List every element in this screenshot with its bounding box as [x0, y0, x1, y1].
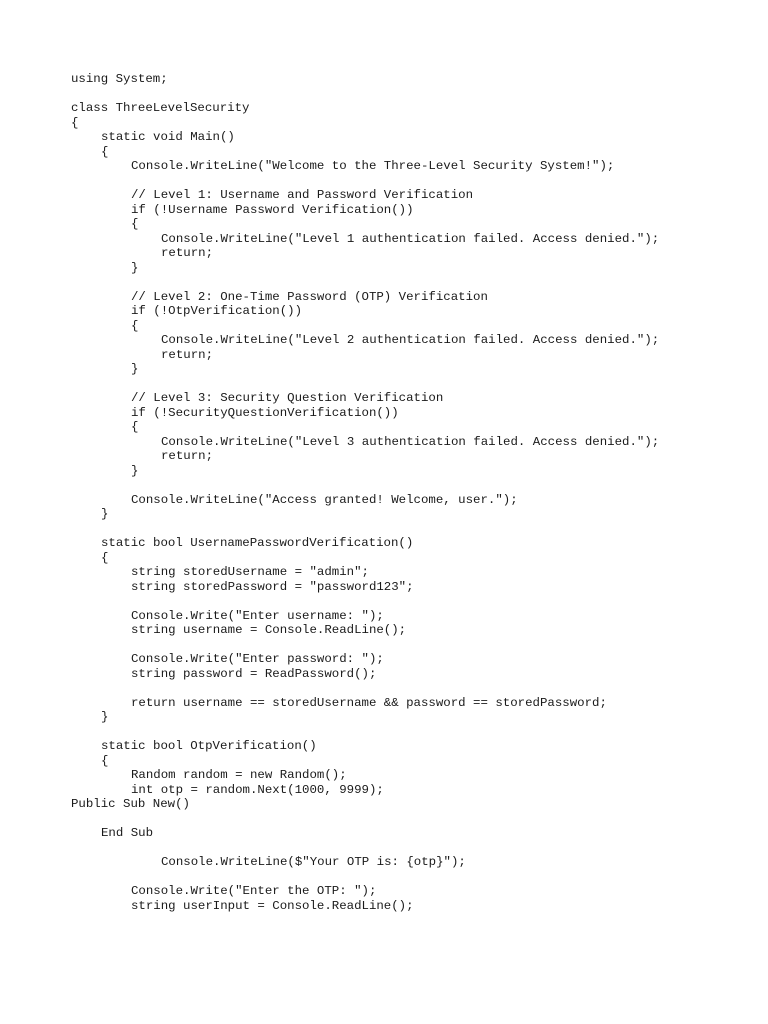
blank-line [71, 725, 751, 740]
blank-line [71, 594, 751, 609]
blank-line [71, 275, 751, 290]
code-line: class ThreeLevelSecurity [71, 101, 250, 115]
code-line: } [131, 260, 139, 275]
code-line: return username == storedUsername && password == storedPassword; [131, 695, 607, 710]
code-line: if (!SecurityQuestionVerification()) [131, 405, 399, 420]
code-line: Console.Write("Enter password: "); [131, 652, 384, 666]
code-line: { [131, 420, 139, 434]
blank-line [71, 478, 751, 493]
blank-line [71, 87, 751, 102]
code-line: Console.WriteLine($"Your OTP is: {otp}"); [161, 855, 466, 869]
code-line: string userInput = Console.ReadLine(); [131, 898, 414, 913]
blank-line [71, 174, 751, 189]
code-comment: // Level 1: Username and Password Verification [131, 188, 474, 202]
code-line: return; [161, 449, 214, 463]
code-line: string password = ReadPassword(); [131, 666, 377, 681]
blank-line [71, 522, 751, 537]
code-line: { [71, 115, 79, 130]
code-comment: // Level 2: One-Time Password (OTP) Verification [131, 289, 488, 304]
code-line: return; [161, 347, 214, 362]
code-line: static void Main() [101, 130, 235, 144]
code-comment: // Level 3: Security Question Verification [131, 391, 444, 405]
code-line: Console.Write("Enter username: "); [131, 608, 384, 623]
code-line: static bool OtpVerification() [101, 739, 317, 753]
code-line: string storedPassword = "password123"; [131, 579, 414, 594]
blank-line [71, 377, 751, 392]
code-line: { [101, 144, 109, 159]
code-line: { [101, 753, 109, 768]
code-line: Console.WriteLine("Welcome to the Three-Level Security System!"); [131, 159, 615, 173]
code-line: using System; [71, 72, 168, 86]
code-line: } [101, 710, 109, 724]
code-line: Console.WriteLine("Level 1 authentication failed. Access denied."); [161, 231, 660, 246]
code-line: static bool UsernamePasswordVerification() [101, 536, 414, 550]
code-line: if (!Username Password Verification()) [131, 202, 414, 217]
code-line: string username = Console.ReadLine(); [131, 623, 407, 637]
code-line: if (!OtpVerification()) [131, 304, 303, 318]
code-line: Console.WriteLine("Level 2 authentication failed. Access denied."); [161, 333, 660, 347]
code-line: Console.WriteLine("Access granted! Welcome, user."); [131, 492, 518, 507]
code-line: Console.Write("Enter the OTP: "); [131, 884, 377, 898]
blank-line [71, 681, 751, 696]
blank-line [71, 870, 751, 885]
code-line: { [131, 217, 139, 231]
code-line: { [101, 550, 109, 565]
code-line: Console.WriteLine("Level 3 authentication failed. Access denied."); [161, 434, 660, 449]
code-line: return; [161, 246, 214, 260]
code-line: string storedUsername = "admin"; [131, 565, 369, 579]
code-line: Random random = new Random(); [131, 768, 347, 782]
blank-line [71, 841, 751, 856]
code-line: int otp = random.Next(1000, 9999); [131, 782, 384, 797]
code-listing [71, 72, 751, 913]
code-line: Public Sub New() [71, 797, 190, 811]
code-line: } [131, 463, 139, 478]
code-line: End Sub [101, 826, 154, 840]
code-line: } [101, 507, 109, 521]
code-line: { [131, 318, 139, 333]
blank-line [71, 812, 751, 827]
blank-line [71, 638, 751, 653]
code-line: } [131, 362, 139, 376]
